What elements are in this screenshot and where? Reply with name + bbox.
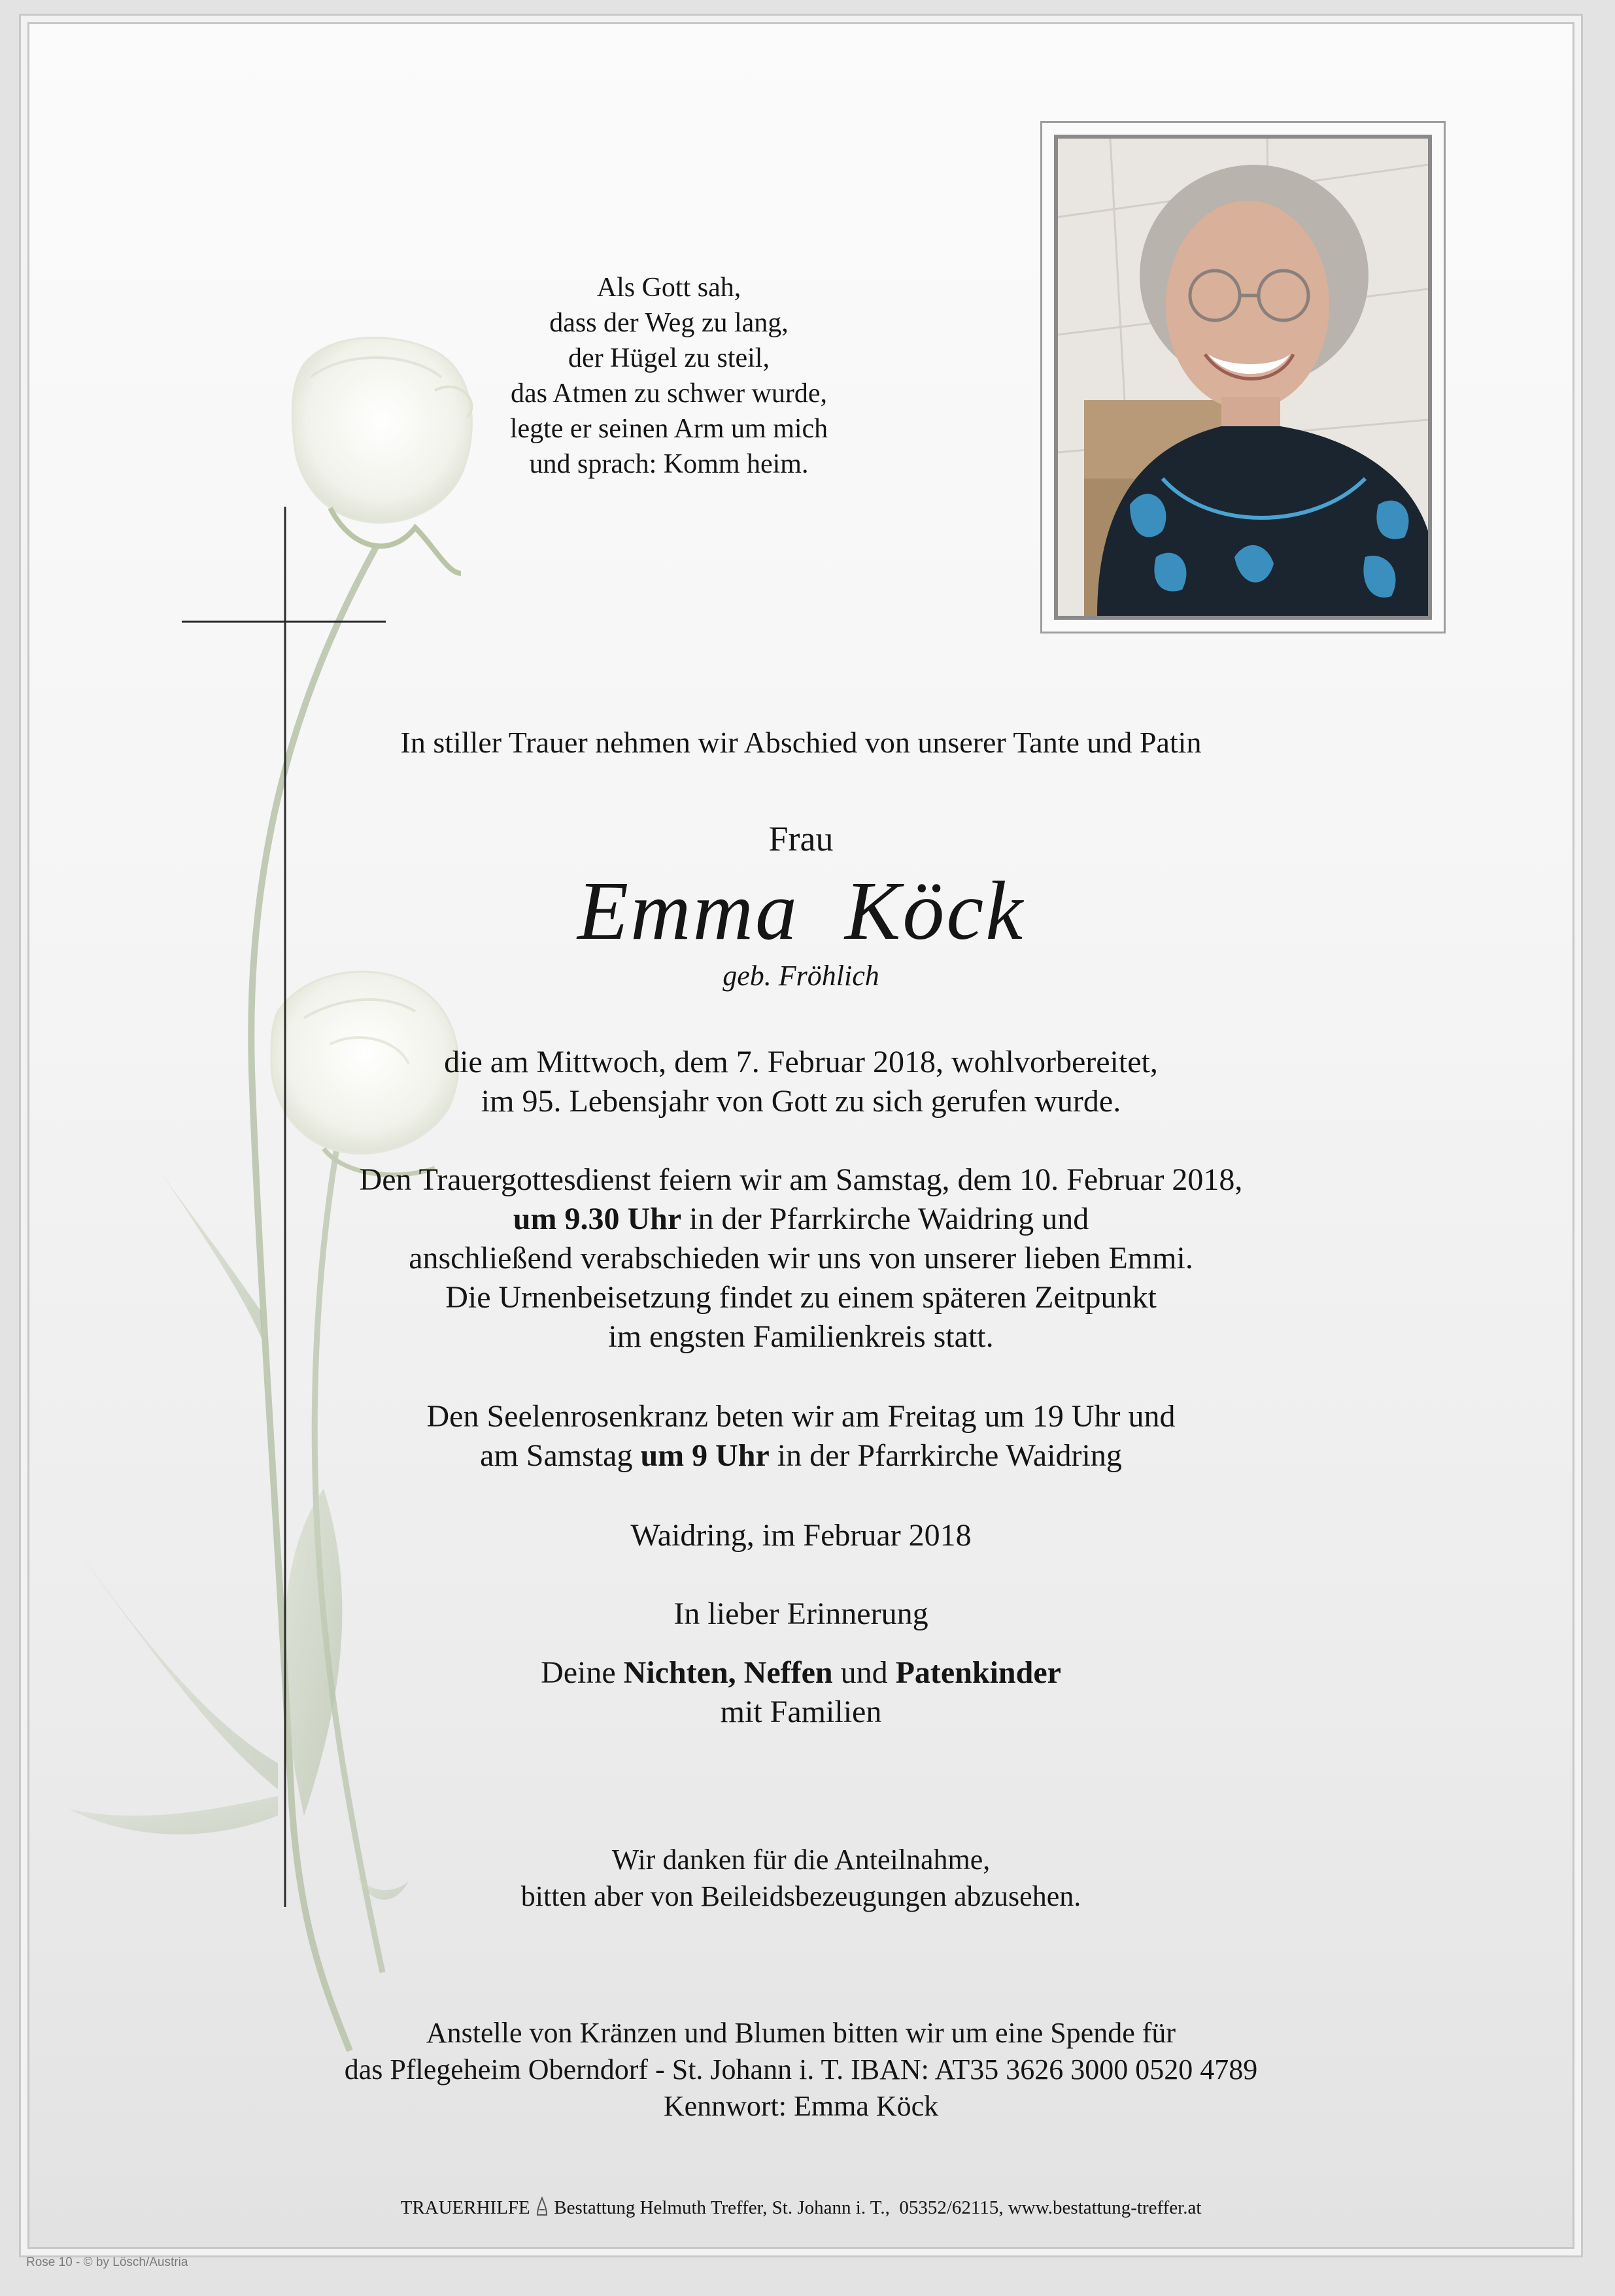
poem bbox=[460, 270, 878, 482]
poem-line: der Hügel zu steil, bbox=[568, 343, 770, 373]
rosary-info bbox=[29, 1397, 1572, 1476]
rosary-line bbox=[29, 1436, 1572, 1476]
death-notice-line: die am Mittwoch, dem 7. Februar 2018, wohlvorbereitet, bbox=[444, 1045, 1158, 1079]
death-notice-line: im 95. Lebensjahr von Gott zu sich gerufen wurde. bbox=[481, 1084, 1121, 1119]
thanks-line: bitten aber von Beileidsbezeugungen abzusehen. bbox=[520, 1880, 1081, 1912]
family-and: und bbox=[832, 1655, 896, 1690]
rosary-day: am Samstag bbox=[480, 1438, 641, 1473]
poem-line: und sprach: Komm heim. bbox=[529, 449, 809, 479]
service-line: im engsten Familienkreis statt. bbox=[608, 1319, 994, 1354]
place-date: Waidring, im Februar 2018 bbox=[630, 1518, 972, 1553]
family-godchildren: Patenkinder bbox=[895, 1655, 1061, 1690]
donation-note bbox=[29, 2015, 1572, 2125]
service-line: anschließend verabschieden wir uns von unserer lieben Emmi. bbox=[409, 1241, 1193, 1275]
undertaker-footer bbox=[29, 2197, 1572, 2219]
thanks-note bbox=[29, 1842, 1572, 1915]
rosary-line: Den Seelenrosenkranz beten wir am Freitag um 19 Uhr und bbox=[426, 1399, 1176, 1434]
family-nieces: Nichten, Neffen bbox=[623, 1655, 833, 1690]
salutation: Frau bbox=[768, 819, 834, 858]
portrait-photo bbox=[1054, 135, 1432, 620]
poem-line: das Atmen zu schwer wurde, bbox=[510, 379, 828, 409]
image-credit: Rose 10 - © by Lösch/Austria bbox=[26, 2255, 188, 2269]
birth-name: geb. Fröhlich bbox=[722, 960, 879, 992]
intro-text: In stiller Trauer nehmen wir Abschied von unserer Tante und Patin bbox=[400, 726, 1202, 759]
death-notice bbox=[29, 1043, 1572, 1121]
portrait-frame bbox=[1040, 121, 1446, 633]
family-pre: Deine bbox=[541, 1655, 624, 1690]
thanks-line: Wir danken für die Anteilnahme, bbox=[611, 1844, 991, 1876]
family-signature bbox=[29, 1653, 1572, 1732]
rose-top bbox=[292, 338, 471, 573]
donation-line: Anstelle von Kränzen und Blumen bitten wir um eine Spende für bbox=[426, 2017, 1176, 2049]
service-line: Die Urnenbeisetzung findet zu einem späteren Zeitpunkt bbox=[445, 1280, 1157, 1315]
family-line bbox=[29, 1653, 1572, 1693]
rosary-time: um 9 Uhr bbox=[640, 1438, 770, 1473]
service-info bbox=[29, 1160, 1572, 1357]
donation-line: Kennwort: Emma Köck bbox=[663, 2090, 939, 2122]
service-line: Den Trauergottesdienst feiern wir am Samstag, dem 10. Februar 2018, bbox=[359, 1162, 1243, 1197]
poem-line: Als Gott sah, bbox=[596, 273, 741, 303]
service-time: um 9.30 Uhr bbox=[513, 1202, 682, 1236]
family-line: mit Familien bbox=[720, 1695, 882, 1729]
service-location: in der Pfarrkirche Waidring und bbox=[681, 1202, 1089, 1236]
remembrance: In lieber Erinnerung bbox=[673, 1596, 928, 1631]
footer-text: Bestattung Helmuth Treffer, St. Johann i. T., 05352/62115, www.bestattung-treffer.at bbox=[549, 2197, 1202, 2218]
obituary-card bbox=[27, 22, 1574, 2249]
footer-label: TRAUERHILFE bbox=[400, 2197, 530, 2218]
poem-line: dass der Weg zu lang, bbox=[549, 308, 789, 338]
poem-line: legte er seinen Arm um mich bbox=[509, 414, 828, 444]
service-line bbox=[29, 1200, 1572, 1239]
rosary-location: in der Pfarrkirche Waidring bbox=[769, 1438, 1122, 1473]
footer-logo-icon bbox=[535, 2197, 549, 2216]
donation-line: das Pflegeheim Oberndorf - St. Johann i. T. IBAN: AT35 3626 3000 0520 4789 bbox=[344, 2053, 1258, 2085]
deceased-name: Emma Köck bbox=[577, 864, 1025, 957]
